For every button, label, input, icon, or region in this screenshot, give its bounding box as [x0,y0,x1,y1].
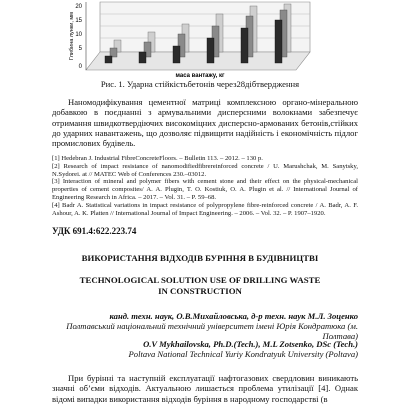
body-paragraph: Наномодифікування цементної матриці комплексною органо-мінеральною добавкою в поєднанні з армувальними дисперсними волокнами забезпечує отримання швидкотвердіючих високоміцних дисперсно-армованих бетонів,стійких до ударних навантажень, що дозволяє підвищити надійність і економічність підлог промислових будівель. [52,97,358,149]
bar [173,46,180,63]
article-title-english [0,275,400,297]
bar [110,48,117,57]
y-tick-label: 0 [78,64,82,70]
reference-item: [1] Hedebran J. Industrial FibreConcreteFloors. – Bulletin 113. – 2012. – 130 p. [52,155,263,162]
author-names: O.V Mykhailovska, Ph.D.(Tech.), M.L Zotsenko, DSc (Tech.) [143,339,358,349]
authors-block-english [52,339,358,359]
author-affiliation: Полтавський національний технічний університет імені Юрія Кондратюка (м. Полтава) [66,321,358,341]
y-tick-label: 20 [75,4,82,10]
figure-caption: Рис. 1. Ударна стійкістьбетонів через28дібтвердження [100,79,300,89]
bar [139,52,146,63]
chart-svg [70,0,330,78]
reference-item: [4] Badr A. Statistical variations in impact resistance of polypropylene fibre-reinforced concrete / A. Badr, A. F. Ashour, A. K. Platten // International Journal of Impact Engineering. – 2006. – Vol. 32. – P. 1907–1920. [52,201,358,217]
title-en-line: IN CONSTRUCTION [158,286,242,296]
title-en-line: TECHNOLOGICAL SOLUTION USE OF DRILLING WASTE [79,275,321,285]
author-names: канд. техн. наук, О.В.Михайловська, д-р техн. наук М.Л. Зоценко [109,311,358,321]
author-affiliation: Poltava National Technical Yuriy Kondratyuk University (Poltava) [128,349,358,359]
udc-code: УДК 691.4:622.223.74 [52,226,137,236]
authors-block-ukrainian [52,311,358,341]
reference-item: [2] Research of impact resistance of nanomodifiedfibrereinforced concrete / U. Marushchak, M. Sanytsky, N.Sydorei. at // MATEC Web of Conferences 230.–03012. [52,162,358,178]
bar [241,28,248,63]
y-tick-label: 15 [75,18,82,24]
body-paragraph: При бурінні та наступній експлуатації нафтогазових свердловин виникають значні об’єми відходів. Актуальною лишається проблема утилізації [4]. Однак відомі випадки використання відходів буріння в народному господарстві (в [52,373,358,404]
bar [207,38,214,63]
impact-resistance-3d-bar-chart [70,0,330,78]
article-title-ukrainian: ВИКОРИСТАННЯ ВІДХОДІВ БУРІННЯ В БУДІВНИЦТВІ [81,253,319,263]
reference-list [52,155,358,217]
bar [275,20,282,63]
x-axis-title: маса вантажу, кг [175,73,225,79]
y-tick-label: 5 [78,46,82,52]
bar [105,56,112,63]
reference-item: [3] Interaction of mineral and polymer fibers with cement stone and their effect on the physical-mechanical properties of cement composites/ A. A. Plugin, T. O. Kostiuk, O. A. Plugin et al. // International Journal of Engineering Research in Africa. – 2017. – Vol. 31. – P. 59–68. [52,178,358,201]
y-tick-label: 10 [75,32,82,38]
y-axis-title: Глибина лунки, мм [69,12,75,60]
